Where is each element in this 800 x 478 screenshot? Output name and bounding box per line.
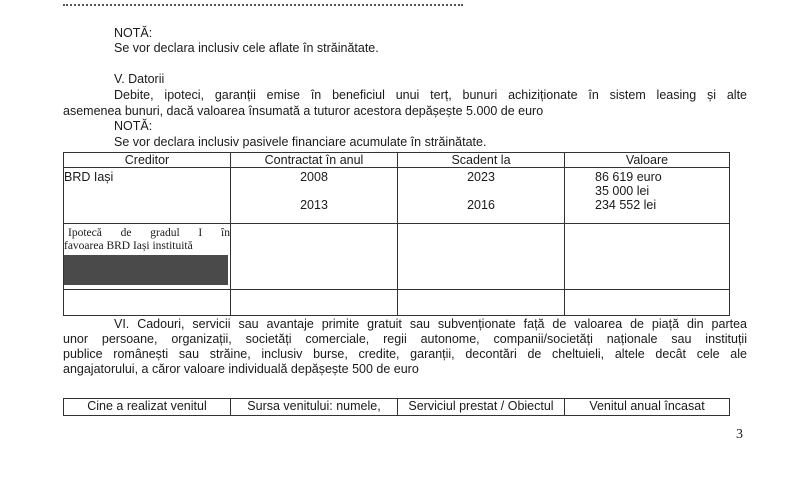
table-row — [64, 224, 730, 290]
col-header-value: Valoare — [565, 153, 730, 168]
page-number: 3 — [736, 427, 743, 442]
col-header-due: Scadent la — [398, 153, 565, 168]
section-6-paragraph — [63, 317, 747, 377]
table-cell — [565, 168, 730, 224]
value-amount: 35 000 lei — [595, 184, 650, 198]
creditor-mortgage-line-2: favoarea BRD Iași instituită — [64, 240, 193, 252]
section-5-text-line-1: Debite, ipoteci, garanții emise în beneficiul unui terț, bunuri achiziționate în sistem leasing și alte — [114, 88, 747, 102]
col-header-annual-income: Venitul anual încasat — [565, 399, 730, 416]
section-6-line-3: publice românești sau străine, inclusiv burse, credite, garanții, decontări de cheltuieli, altele decât cele ale — [63, 347, 747, 361]
col-header-contracted: Contractat în anul — [231, 153, 398, 168]
creditor-mortgage-line-1: Ipotecă de gradul I în — [68, 227, 230, 239]
table-header-row — [64, 153, 730, 168]
section-5-title: V. Datorii — [114, 72, 165, 86]
value-amount: 86 619 euro — [595, 170, 662, 184]
col-header-creditor: Creditor — [64, 153, 231, 168]
table-cell — [64, 224, 231, 290]
section-6-line-4: angajatorului, a căror valoare individuală depășește 500 de euro — [63, 362, 419, 376]
debts-table — [63, 152, 730, 316]
table-cell — [231, 290, 398, 316]
section-5-note-text: Se vor declara inclusiv pasivele financiare acumulate în străinătate. — [114, 135, 487, 149]
table-cell — [398, 290, 565, 316]
dotted-separator — [63, 4, 463, 6]
redacted-block — [64, 255, 228, 285]
table-cell — [398, 168, 565, 224]
creditor-name: BRD Iași — [64, 170, 114, 184]
due-year: 2023 — [467, 170, 495, 184]
income-table — [63, 398, 730, 416]
table-cell — [565, 290, 730, 316]
contracted-year: 2013 — [300, 198, 328, 212]
table-cell — [565, 224, 730, 290]
table-cell — [231, 224, 398, 290]
table-row — [64, 168, 730, 224]
section-5-note-title: NOTĂ: — [114, 119, 153, 133]
table-cell — [64, 290, 231, 316]
table-cell — [398, 224, 565, 290]
table-cell — [64, 168, 231, 224]
contracted-year: 2008 — [300, 170, 328, 184]
col-header-who: Cine a realizat venitul — [64, 399, 231, 416]
table-cell — [231, 168, 398, 224]
section-6-line-2: unor persoane, organizații, societăți comerciale, regii autonome, companii/societăți naționale sau instituții — [63, 332, 747, 346]
section-5-text-line-2: asemenea bunuri, dacă valoarea însumată a tuturor acestora depășește 5.000 de euro — [63, 104, 544, 118]
table-row — [64, 290, 730, 316]
note-text: Se vor declara inclusiv cele aflate în străinătate. — [114, 41, 379, 55]
table-header-row — [64, 399, 730, 416]
section-6-line-1: VI. Cadouri, servicii sau avantaje primite gratuit sau subvenționate față de valoarea de piață din partea — [114, 317, 747, 331]
note-title: NOTĂ: — [114, 26, 153, 40]
col-header-service: Serviciul prestat / Obiectul — [398, 399, 565, 416]
due-year: 2016 — [467, 198, 495, 212]
col-header-source: Sursa venitului: numele, — [231, 399, 398, 416]
value-amount: 234 552 lei — [595, 198, 657, 212]
